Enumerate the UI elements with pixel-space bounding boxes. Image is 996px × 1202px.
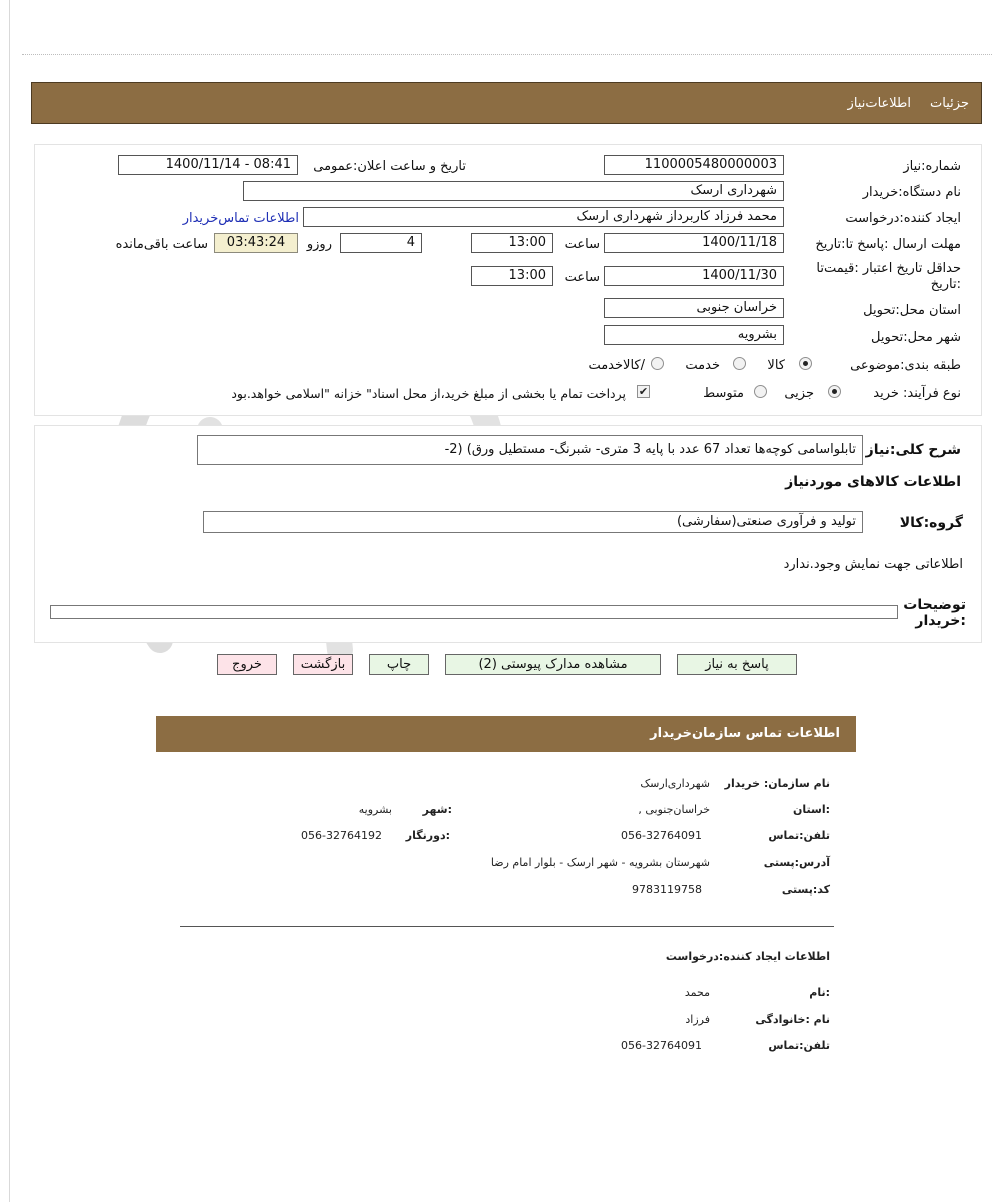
tab-need-info[interactable]: اطلاعات‌نیاز [847,96,911,111]
process-minor-label: جزیی [784,386,814,401]
left-border [9,0,10,1202]
summary-label: شرح کلی:نیاز [865,442,961,458]
contact-fax-label: :دورنگار [405,829,450,842]
validity-time-label: ساعت [564,270,600,285]
category-service-label: خدمت [685,358,720,373]
category-label: طبقه بندی:موضوعی [850,358,961,373]
goods-group-field: تولید و فرآوری صنعتی(سفارشی) [203,511,863,533]
creator-title: اطلاعات ایجاد کننده:درخواست [665,950,830,963]
contact-city-label: :شهر [422,803,452,816]
contact-title: اطلاعات تماس سازمان‌خریدار [650,726,840,741]
process-label: نوع فرآیند: خرید [873,386,961,401]
contact-address-value: شهرستان بشرویه - شهر ارسک - بلوار امام رضا [490,856,710,869]
creator-family-label: نام :خانوادگی [755,1013,830,1026]
province-label: استان محل:تحویل [863,303,961,318]
contact-phone-label: تلفن:تماس [768,829,830,842]
city-field: بشرویه [604,325,784,345]
deadline-time-label: ساعت [564,237,600,252]
no-info-text: اطلاعاتی جهت نمایش وجود.ندارد [783,557,963,572]
validity-time-field: 13:00 [471,266,553,286]
print-button[interactable]: چاپ [369,654,429,675]
tab-details[interactable]: جزئیات [930,96,969,111]
deadline-time-field: 13:00 [471,233,553,253]
requester-field: محمد فرزاد کاربرداز شهرداری ارسک [303,207,784,227]
view-documents-button[interactable]: مشاهده مدارک پیوستی (2) [445,654,661,675]
reply-button[interactable]: پاسخ به نیاز [677,654,797,675]
exit-button[interactable]: خروج [217,654,277,675]
goods-group-label: گروه:کالا [899,515,963,531]
category-goods-service-label: /کالاخدمت [588,358,645,373]
days-label: روزو [306,237,332,252]
buyer-contact-link[interactable]: اطلاعات تماس‌خریدار [182,211,299,226]
category-goods-radio[interactable] [799,357,812,370]
remaining-timer: 03:43:24 [214,233,298,253]
requester-label: ایجاد کننده:درخواست [845,211,961,226]
summary-field: تابلواسامی کوچه‌ها تعداد 67 عدد با پایه 3 متری- شبرنگ- مستطیل ورق) (2- [197,435,863,465]
contact-city-value: بشرویه [358,803,392,816]
process-minor-radio[interactable] [828,385,841,398]
contact-header-bar [156,716,856,752]
need-number-label: شماره:نیاز [903,159,961,174]
validity-date-field: 1400/11/30 [604,266,784,286]
category-service-radio[interactable] [733,357,746,370]
payment-note: پرداخت تمام یا بخشی از مبلغ خرید،از محل اسناد" خزانه "اسلامی خواهد.بود [231,386,626,401]
dotted-divider [22,54,992,55]
buyer-notes-label: توضیحات :خریدار [903,597,966,629]
announce-field: 1400/11/14 - 08:41 [118,155,298,175]
deadline-date-field: 1400/11/18 [604,233,784,253]
contact-address-label: آدرس:پستی [763,856,830,869]
back-button[interactable]: بازگشت [293,654,353,675]
creator-family-value: فرزاد [685,1013,710,1026]
need-number-field: 1100005480000003 [604,155,784,175]
announce-label: تاریخ و ساعت اعلان:عمومی [313,159,466,174]
creator-phone-label: تلفن:تماس [768,1039,830,1052]
validity-label: حداقل تاریخ اعتبار :قیمت‌تا :تاریخ [816,261,961,292]
contact-org-value: شهرداری‌ارسک [640,777,710,790]
deadline-label: مهلت ارسال :پاسخ تا:تاریخ [815,237,961,252]
goods-section-title: اطلاعات کالاهای موردنیاز [785,474,961,490]
buyer-org-field: شهرداری ارسک [243,181,784,201]
contact-province-label: :استان [793,803,830,816]
buyer-org-label: نام دستگاه:خریدار [862,185,961,200]
contact-phone-value: 056-32764091 [621,829,702,842]
process-medium-radio[interactable] [754,385,767,398]
payment-checkbox[interactable]: ✔ [638,385,649,398]
days-field: 4 [340,233,422,253]
contact-fax-value: 056-32764192 [301,829,382,842]
contact-org-label: نام سازمان: خریدار [724,777,830,790]
process-medium-label: متوسط [703,386,744,401]
category-goods-service-radio[interactable] [651,357,664,370]
creator-name-label: :نام [809,986,830,999]
contact-province-value: خراسان‌جنوبی , [638,803,710,816]
contact-divider [180,926,834,927]
contact-postal-label: کد:پستی [781,883,830,896]
city-label: شهر محل:تحویل [871,330,961,345]
top-header-bar [31,82,982,124]
contact-postal-value: 9783119758 [632,883,702,896]
province-field: خراسان جنوبی [604,298,784,318]
buyer-notes-field [50,605,898,619]
category-goods-label: کالا [767,358,785,373]
creator-phone-value: 056-32764091 [621,1039,702,1052]
creator-name-value: محمد [684,986,710,999]
remaining-label: ساعت باقی‌مانده [115,237,208,252]
